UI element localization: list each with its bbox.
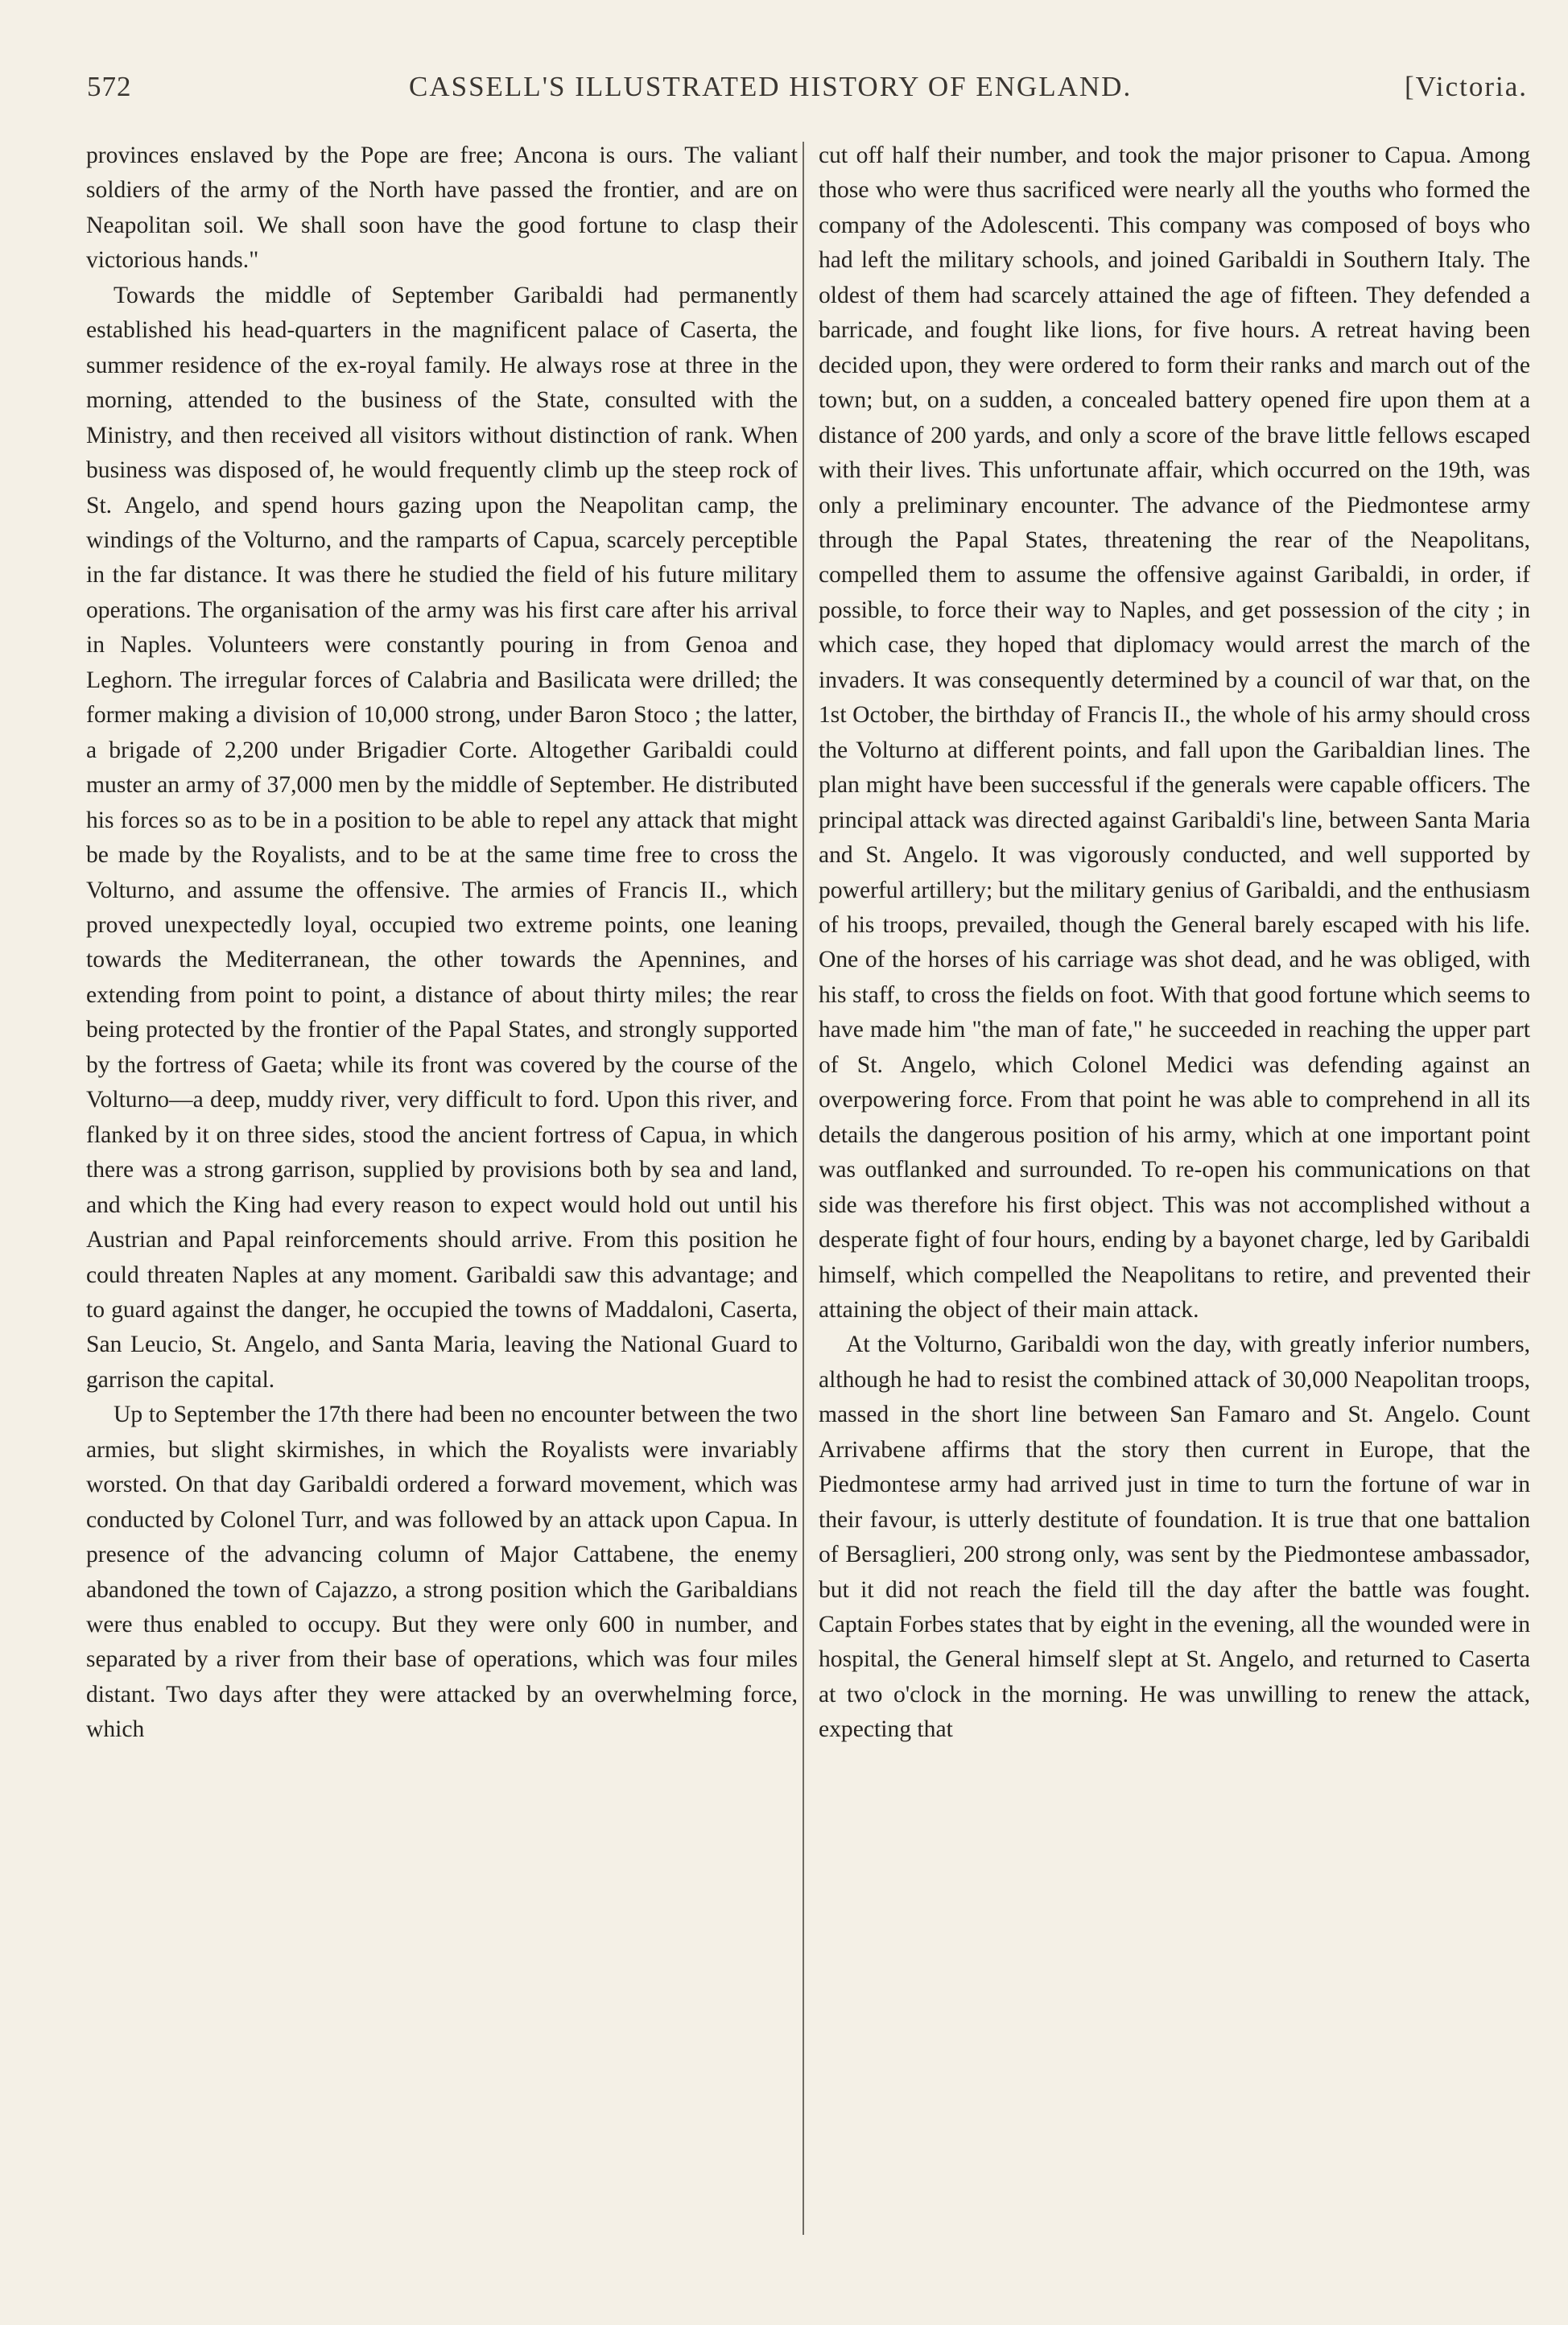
paragraph: provinces enslaved by the Pope are free; Ancona is ours. The valiant soldiers of the army of the North have passed the frontier, and are on Neapolitan soil. We shall soon have the good fortune to clasp their victorious hands." [86,142,798,274]
page-number: 572 [87,71,132,102]
reign-label: [Victoria. [1405,71,1528,102]
paragraph: cut off half their number, and took the major prisoner to Capua. Among those who were thus sacrificed were nearly all the youths who formed the company of the Adolescenti. This company was composed of boys who had left the military schools, and joined Garibaldi in Southern Italy. The oldest of them had scarcely attained the age of fifteen. They defended a barricade, and fought like lions, for five hours. A retreat having been decided upon, they were ordered to form their ranks and march out of the town; but, on a sudden, a concealed battery opened fire upon them at a distance of 200 yards, and only a score of the brave little fellows escaped with their lives. This unfortunate affair, which occurred on the 19th, was only a preliminary encounter. The advance of the Piedmontese army through the Papal States, threatening the rear of the Neapolitans, compelled them to assume the offensive against Garibaldi, in order, if possible, to force their way to Naples, and get possession of the city ; in which case, they hoped that diplomacy would arrest the march of the invaders. It was consequently determined by a council of war that, on the 1st October, the birthday of Francis II., the whole of his army should cross the Volturno at different points, and fall upon the Garibaldian lines. The plan might have been successful if the generals were capable officers. The principal attack was directed against Garibaldi's line, between Santa Maria and St. Angelo. It was vigorously conducted, and well supported by powerful artillery; but the military genius of Garibaldi, and the enthusiasm of his troops, prevailed, though the General barely escaped with his life. One of the horses of his carriage was shot dead, and he was obliged, with his staff, to cross the fields on foot. With that good fortune which seems to have made him "the man of fate," he succeeded in reaching the upper part of St. Angelo, which Colonel Medici was defending against an overpowering force. From that point he was able to comprehend in all its details the dangerous position of his army, which at one important point was outflanked and surrounded. To re-open his communications on that side was therefore his first object. This was not accomplished without a desperate fight of four hours, ending by a bayonet charge, led by Garibaldi himself, which compelled the Neapolitans to retire, and prevented their attaining the object of their main attack. [819,142,1530,1323]
left-column [86,138,798,1748]
paragraph: At the Volturno, Garibaldi won the day, with greatly inferior numbers, although he had to resist the combined attack of 30,000 Neapolitan troops, massed in the short line between San Famaro and St. Angelo. Count Arrivabene affirms that the story then current in Europe, that the Piedmontese army had arrived just in time to turn the fortune of war in their favour, is utterly destitute of foundation. It is true that one battalion of Bersaglieri, 200 strong only, was sent by the Piedmontese ambassador, but it did not reach the field till the day after the battle was fought. Captain Forbes states that by eight in the evening, all the wounded were in hospital, the General himself slept at St. Angelo, and returned to Caserta at two o'clock in the morning. He was unwilling to renew the attack, expecting that [819,1332,1530,1743]
running-head [87,71,1528,106]
column-divider [803,142,804,2235]
paragraph: Towards the middle of September Garibaldi had permanently established his head-quarters in the magnificent palace of Caserta, the summer residence of the ex-royal family. He always rose at three in the morning, attended to the business of the State, consulted with the Ministry, and then received all visitors without distinction of rank. When business was disposed of, he would frequently climb up the steep rock of St. Angelo, and spend hours gazing upon the Neapolitan camp, the windings of the Volturno, and the ramparts of Capua, scarcely perceptible in the far distance. It was there he studied the field of his future military operations. The organisation of the army was his first care after his arrival in Naples. Volunteers were constantly pouring in from Genoa and Leghorn. The irregular forces of Calabria and Basilicata were drilled; the former making a division of 10,000 strong, under Baron Stoco ; the latter, a brigade of 2,200 under Brigadier Corte. Altogether Garibaldi could muster an army of 37,000 men by the middle of September. He distributed his forces so as to be in a position to be able to repel any attack that might be made by the Royalists, and to be at the same time free to cross the Volturno, and assume the offensive. The armies of Francis II., which proved unexpectedly loyal, occupied two extreme points, one leaning towards the Mediterranean, the other towards the Apennines, and extending from point to point, a distance of about thirty miles; the rear being protected by the frontier of the Papal States, and strongly supported by the fortress of Gaeta; while its front was covered by the course of the Volturno—a deep, muddy river, very difficult to ford. Upon this river, and flanked by it on three sides, stood the ancient fortress of Capua, in which there was a strong garrison, supplied by provisions both by sea and land, and which the King had every reason to expect would hold out until his Austrian and Papal reinforcements should arrive. From this position he could threaten Naples at any moment. Garibaldi saw this advantage; and to guard against the danger, he occupied the towns of Maddaloni, Caserta, San Leucio, St. Angelo, and Santa Maria, leaving the National Guard to garrison the capital. [86,282,798,1393]
paragraph: Up to September the 17th there had been no encounter between the two armies, but slight skirmishes, in which the Royalists were invariably worsted. On that day Garibaldi ordered a forward movement, which was conducted by Colonel Turr, and was followed by an attack upon Capua. In presence of the advancing column of Major Cattabene, the enemy abandoned the town of Cajazzo, a strong position which the Garibaldians were thus enabled to occupy. But they were only 600 in number, and separated by a river from their base of operations, which was four miles distant. Two days after they were attacked by an overwhelming force, which [86,1402,798,1743]
book-title: CASSELL'S ILLUSTRATED HISTORY OF ENGLAND. [409,71,1133,102]
right-column [819,138,1530,1748]
